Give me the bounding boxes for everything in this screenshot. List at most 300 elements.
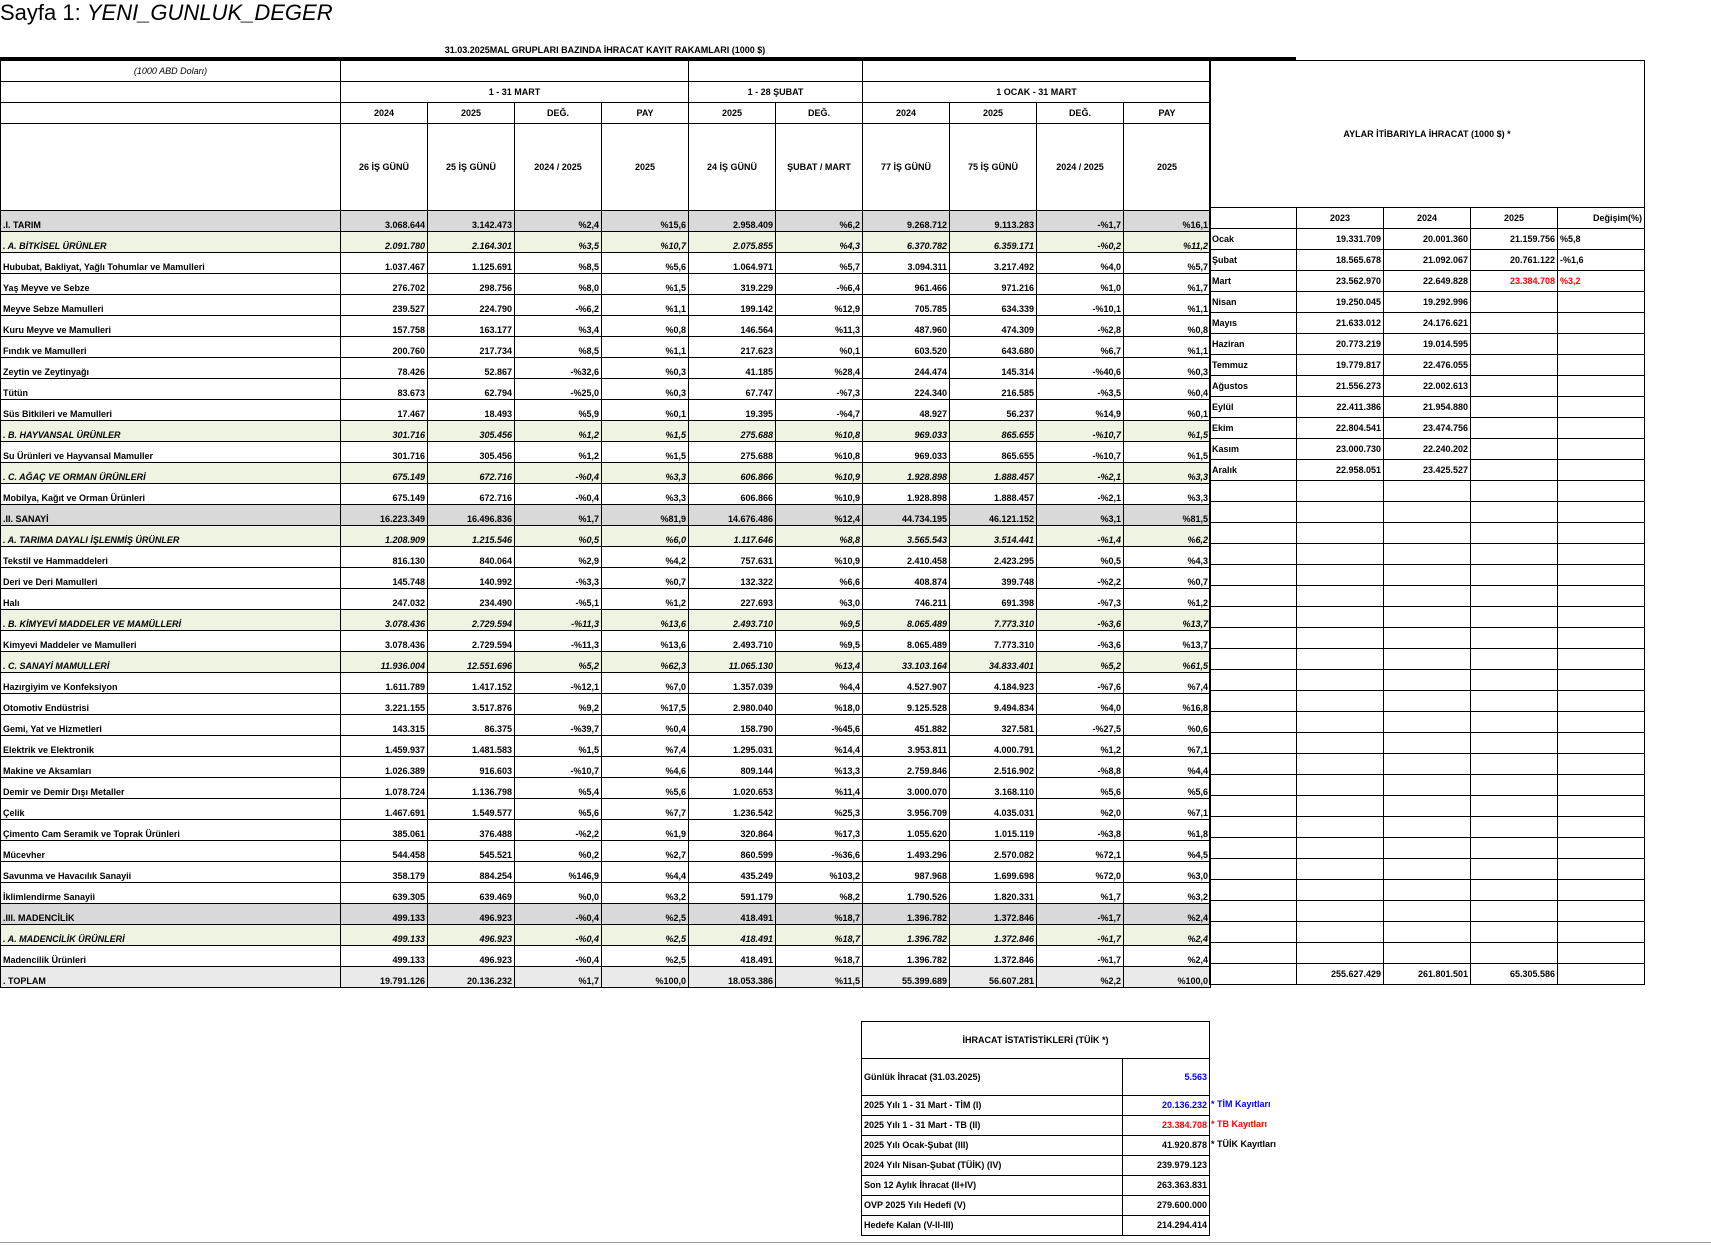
empty-cell: [1471, 607, 1558, 628]
change-value: [1558, 397, 1645, 418]
row-value: %17,3: [776, 820, 863, 841]
row-value: 1.372.846: [950, 946, 1037, 967]
row-value: %2,5: [602, 925, 689, 946]
table-row: [1, 694, 1211, 715]
row-value: -%10,7: [1037, 421, 1124, 442]
empty-cell: [1384, 733, 1471, 754]
table-row: [1, 442, 1211, 463]
period-header: 1 OCAK - 31 MART: [863, 82, 1211, 103]
month-label: Temmuz: [1210, 355, 1297, 376]
monthly-row: [1210, 964, 1645, 985]
export-value: 22.958.051: [1297, 460, 1384, 481]
export-value: 19.779.817: [1297, 355, 1384, 376]
row-value: %5,6: [602, 253, 689, 274]
change-value: [1558, 292, 1645, 313]
row-value: 435.249: [689, 862, 776, 883]
row-value: %1,7: [1037, 883, 1124, 904]
row-value: 3.000.070: [863, 778, 950, 799]
monthly-row: [1210, 691, 1645, 712]
period-header: 1 - 31 MART: [341, 82, 689, 103]
empty-cell: [1558, 838, 1645, 859]
row-value: 3.217.492: [950, 253, 1037, 274]
column-subheader: 2025: [602, 124, 689, 211]
row-value: -%0,2: [1037, 232, 1124, 253]
row-value: -%25,0: [515, 379, 602, 400]
monthly-row: [1210, 376, 1645, 397]
year-header: 2024: [1384, 208, 1471, 229]
empty-cell: [1384, 523, 1471, 544]
month-label: Kasım: [1210, 439, 1297, 460]
monthly-row: [1210, 397, 1645, 418]
row-value: %0,8: [1124, 316, 1211, 337]
export-statistics-table: [861, 1021, 1210, 1236]
empty-cell: [1384, 502, 1471, 523]
column-subheader: 2024 / 2025: [515, 124, 602, 211]
row-value: 496.923: [428, 925, 515, 946]
row-value: %0,7: [602, 568, 689, 589]
row-value: %10,9: [776, 463, 863, 484]
empty-cell: [1558, 733, 1645, 754]
row-value: 399.748: [950, 568, 1037, 589]
row-value: -%1,7: [1037, 904, 1124, 925]
row-value: %10,8: [776, 421, 863, 442]
row-value: %5,6: [602, 778, 689, 799]
row-value: 2.091.780: [341, 232, 428, 253]
row-value: 916.603: [428, 757, 515, 778]
row-value: %2,4: [515, 211, 602, 232]
row-value: %0,3: [602, 358, 689, 379]
row-value: 163.177: [428, 316, 515, 337]
monthly-row: [1210, 565, 1645, 586]
row-value: %1,2: [1124, 589, 1211, 610]
row-value: %0,5: [515, 526, 602, 547]
monthly-row: [1210, 586, 1645, 607]
empty-cell: [1297, 712, 1384, 733]
row-value: 961.466: [863, 274, 950, 295]
column-subheader: 24 İŞ GÜNÜ: [689, 124, 776, 211]
row-value: %13,7: [1124, 631, 1211, 652]
stats-label: 2025 Yılı 1 - 31 Mart - TB (II): [862, 1116, 1123, 1136]
export-value: 23.474.756: [1384, 418, 1471, 439]
column-header: PAY: [602, 103, 689, 124]
row-value: 1.215.546: [428, 526, 515, 547]
row-value: %5,2: [515, 652, 602, 673]
row-value: -%10,7: [515, 757, 602, 778]
empty-cell: [1471, 733, 1558, 754]
row-value: 1.015.119: [950, 820, 1037, 841]
row-value: %13,6: [602, 610, 689, 631]
monthly-row: [1210, 754, 1645, 775]
monthly-row: [1210, 649, 1645, 670]
empty-cell: [1471, 649, 1558, 670]
export-value: 20.761.122: [1471, 250, 1558, 271]
table-row: [1, 820, 1211, 841]
row-value: %1,5: [1124, 442, 1211, 463]
row-value: 606.866: [689, 484, 776, 505]
change-value: [1558, 334, 1645, 355]
row-value: %28,4: [776, 358, 863, 379]
row-value: %10,8: [776, 442, 863, 463]
export-value: 22.411.386: [1297, 397, 1384, 418]
row-label: Tekstil ve Hammaddeleri: [1, 547, 341, 568]
monthly-row: [1210, 733, 1645, 754]
table-row: [1, 316, 1211, 337]
row-value: 1.125.691: [428, 253, 515, 274]
empty-cell: [1210, 817, 1297, 838]
row-value: %1,9: [602, 820, 689, 841]
row-value: 3.094.311: [863, 253, 950, 274]
empty-cell: [1471, 901, 1558, 922]
row-value: %5,2: [1037, 652, 1124, 673]
row-value: %5,6: [1037, 778, 1124, 799]
row-value: %4,0: [1037, 694, 1124, 715]
row-value: 17.467: [341, 400, 428, 421]
empty-cell: [1558, 586, 1645, 607]
row-value: 16.223.349: [341, 505, 428, 526]
row-value: 275.688: [689, 442, 776, 463]
source-note: * TİM Kayıtları: [1211, 1099, 1271, 1109]
row-value: %81,9: [602, 505, 689, 526]
row-value: 305.456: [428, 442, 515, 463]
export-value: 21.159.756: [1471, 229, 1558, 250]
empty-cell: [1384, 565, 1471, 586]
row-value: %3,3: [602, 463, 689, 484]
stats-title: İHRACAT İSTATİSTİKLERİ (TÜİK *): [862, 1022, 1210, 1059]
export-value: 22.240.202: [1384, 439, 1471, 460]
row-value: %0,1: [1124, 400, 1211, 421]
column-subheader: ŞUBAT / MART: [776, 124, 863, 211]
row-value: 3.956.709: [863, 799, 950, 820]
row-value: %25,3: [776, 799, 863, 820]
row-value: %11,4: [776, 778, 863, 799]
row-value: -%27,5: [1037, 715, 1124, 736]
empty-cell: [1471, 670, 1558, 691]
row-value: 3.514.441: [950, 526, 1037, 547]
empty-cell: [1558, 691, 1645, 712]
row-label: Hububat, Bakliyat, Yağlı Tohumlar ve Mamulleri: [1, 253, 341, 274]
row-value: 2.729.594: [428, 610, 515, 631]
row-value: %1,5: [602, 442, 689, 463]
empty-cell: [1558, 775, 1645, 796]
monthly-row: [1210, 817, 1645, 838]
row-value: 216.585: [950, 379, 1037, 400]
row-value: %18,0: [776, 694, 863, 715]
annual-total: 261.801.501: [1384, 964, 1471, 985]
empty-cell: [1558, 712, 1645, 733]
empty-cell: [1471, 859, 1558, 880]
row-value: %81,5: [1124, 505, 1211, 526]
empty-cell: [1471, 481, 1558, 502]
row-value: %7,4: [602, 736, 689, 757]
empty-cell: [1558, 523, 1645, 544]
row-value: 227.693: [689, 589, 776, 610]
row-value: %1,1: [602, 337, 689, 358]
table-row: [1, 673, 1211, 694]
stats-row: [862, 1216, 1210, 1236]
stats-title-row: [862, 1022, 1210, 1059]
row-value: %9,2: [515, 694, 602, 715]
export-value: [1471, 334, 1558, 355]
table-row: [1, 841, 1211, 862]
empty-cell: [1297, 481, 1384, 502]
row-value: 675.149: [341, 463, 428, 484]
row-value: 634.339: [950, 295, 1037, 316]
empty-cell: [1384, 544, 1471, 565]
stats-label: Hedefe Kalan (V-II-III): [862, 1216, 1123, 1236]
row-value: 1.396.782: [863, 925, 950, 946]
row-value: -%36,6: [776, 841, 863, 862]
table-row: [1, 253, 1211, 274]
column-subheader: 75 İŞ GÜNÜ: [950, 124, 1037, 211]
empty-cell: [1558, 796, 1645, 817]
row-value: 2.759.846: [863, 757, 950, 778]
empty-cell: [1471, 628, 1558, 649]
change-value: [1558, 376, 1645, 397]
empty-cell: [1210, 649, 1297, 670]
row-value: %2,4: [1124, 904, 1211, 925]
row-value: 603.520: [863, 337, 950, 358]
row-value: 358.179: [341, 862, 428, 883]
row-label: Hazırgiyim ve Konfeksiyon: [1, 673, 341, 694]
row-value: -%11,3: [515, 631, 602, 652]
row-value: %7,7: [602, 799, 689, 820]
table-row: [1, 778, 1211, 799]
monthly-row: [1210, 418, 1645, 439]
empty-cell: [1384, 901, 1471, 922]
row-value: 224.340: [863, 379, 950, 400]
column-subheader: 25 İŞ GÜNÜ: [428, 124, 515, 211]
row-value: %4,5: [1124, 841, 1211, 862]
row-value: %2,9: [515, 547, 602, 568]
row-label: . B. KİMYEVİ MADDELER VE MAMÜLLERİ: [1, 610, 341, 631]
row-value: -%0,4: [515, 463, 602, 484]
row-value: %5,7: [1124, 253, 1211, 274]
row-value: %1,1: [602, 295, 689, 316]
row-value: %2,4: [1124, 925, 1211, 946]
column-header: 2024: [341, 103, 428, 124]
row-value: %14,4: [776, 736, 863, 757]
row-value: %0,0: [515, 883, 602, 904]
row-label: Zeytin ve Zeytinyağı: [1, 358, 341, 379]
row-value: 48.927: [863, 400, 950, 421]
row-value: 8.065.489: [863, 631, 950, 652]
row-value: %2,5: [602, 946, 689, 967]
stats-row: [862, 1136, 1210, 1156]
row-value: 746.211: [863, 589, 950, 610]
row-value: %3,3: [1124, 484, 1211, 505]
table-row: [1, 379, 1211, 400]
row-value: 1.928.898: [863, 463, 950, 484]
row-value: 1.396.782: [863, 946, 950, 967]
row-value: 275.688: [689, 421, 776, 442]
export-value: 20.001.360: [1384, 229, 1471, 250]
empty-cell: [1297, 859, 1384, 880]
row-value: 14.676.486: [689, 505, 776, 526]
row-value: 7.773.310: [950, 610, 1037, 631]
row-value: 239.527: [341, 295, 428, 316]
row-value: %0,3: [1124, 358, 1211, 379]
row-value: 418.491: [689, 925, 776, 946]
row-value: %0,1: [776, 337, 863, 358]
row-value: 146.564: [689, 316, 776, 337]
table-row: [1, 715, 1211, 736]
export-value: 21.092.067: [1384, 250, 1471, 271]
row-value: %0,8: [602, 316, 689, 337]
empty-cell: [1210, 607, 1297, 628]
annual-total: 255.627.429: [1297, 964, 1384, 985]
row-value: 1.236.542: [689, 799, 776, 820]
empty-cell: [1384, 880, 1471, 901]
monthly-row: [1210, 292, 1645, 313]
export-value: [1471, 376, 1558, 397]
row-label: Madencilik Ürünleri: [1, 946, 341, 967]
row-value: 606.866: [689, 463, 776, 484]
row-label: . A. TARIMA DAYALI İŞLENMİŞ ÜRÜNLER: [1, 526, 341, 547]
row-label: Savunma ve Havacılık Sanayii: [1, 862, 341, 883]
unit-label: (1000 ABD Doları): [1, 61, 341, 82]
export-value: 21.556.273: [1297, 376, 1384, 397]
row-value: 319.229: [689, 274, 776, 295]
row-value: -%3,5: [1037, 379, 1124, 400]
page-title: [0, 0, 333, 26]
row-value: 2.570.082: [950, 841, 1037, 862]
row-value: 840.064: [428, 547, 515, 568]
empty-cell: [1384, 754, 1471, 775]
export-value: [1471, 355, 1558, 376]
empty-cell: [1297, 649, 1384, 670]
column-header: 2024: [863, 103, 950, 124]
change-value: [1558, 418, 1645, 439]
row-value: 1.208.909: [341, 526, 428, 547]
row-value: %7,4: [1124, 673, 1211, 694]
row-value: %3,3: [602, 484, 689, 505]
row-value: 145.314: [950, 358, 1037, 379]
monthly-row: [1210, 334, 1645, 355]
monthly-header-row: [1210, 208, 1645, 229]
change-value: [1558, 313, 1645, 334]
empty-cell: [1471, 838, 1558, 859]
empty-cell: [1297, 628, 1384, 649]
empty-cell: [1471, 796, 1558, 817]
empty-cell: [1297, 586, 1384, 607]
row-value: 675.149: [341, 484, 428, 505]
table-row: [1, 274, 1211, 295]
row-value: 3.168.110: [950, 778, 1037, 799]
stats-value: 214.294.414: [1123, 1216, 1210, 1236]
row-value: 971.216: [950, 274, 1037, 295]
table-row: [1, 631, 1211, 652]
row-value: %1,7: [515, 505, 602, 526]
row-value: -%1,7: [1037, 946, 1124, 967]
row-label: Otomotiv Endüstrisi: [1, 694, 341, 715]
empty-cell: [1558, 754, 1645, 775]
row-value: 3.517.876: [428, 694, 515, 715]
row-value: %100,0: [602, 967, 689, 988]
export-value: 22.649.828: [1384, 271, 1471, 292]
export-value: 23.000.730: [1297, 439, 1384, 460]
export-value: [1471, 292, 1558, 313]
empty-cell: [1558, 565, 1645, 586]
empty-cell: [1297, 733, 1384, 754]
row-value: 3.142.473: [428, 211, 515, 232]
row-value: 385.061: [341, 820, 428, 841]
row-value: %6,2: [1124, 526, 1211, 547]
export-value: 22.476.055: [1384, 355, 1471, 376]
stats-value: 279.600.000: [1123, 1196, 1210, 1216]
row-value: 3.221.155: [341, 694, 428, 715]
monthly-row: [1210, 355, 1645, 376]
row-value: -%4,7: [776, 400, 863, 421]
stats-label: 2025 Yılı Ocak-Şubat (III): [862, 1136, 1123, 1156]
column-subheader: 2024 / 2025: [1037, 124, 1124, 211]
row-value: 2.075.855: [689, 232, 776, 253]
row-label: . TOPLAM: [1, 967, 341, 988]
row-label: Gemi, Yat ve Hizmetleri: [1, 715, 341, 736]
row-value: 16.496.836: [428, 505, 515, 526]
row-value: 376.488: [428, 820, 515, 841]
row-label: Kimyevi Maddeler ve Mamulleri: [1, 631, 341, 652]
row-value: 418.491: [689, 946, 776, 967]
empty-cell: [1210, 691, 1297, 712]
empty-cell: [1210, 754, 1297, 775]
row-value: %1,2: [1037, 736, 1124, 757]
row-value: 3.078.436: [341, 610, 428, 631]
monthly-row: [1210, 460, 1645, 481]
empty-cell: [1384, 670, 1471, 691]
row-value: -%2,2: [515, 820, 602, 841]
row-value: 9.113.283: [950, 211, 1037, 232]
empty-cell: [1297, 943, 1384, 964]
row-value: %12,9: [776, 295, 863, 316]
empty-cell: [1384, 838, 1471, 859]
empty-cell: [1297, 775, 1384, 796]
empty-cell: [1558, 901, 1645, 922]
row-value: %4,4: [602, 862, 689, 883]
export-value: [1471, 418, 1558, 439]
row-value: 691.398: [950, 589, 1037, 610]
export-value: 19.292.996: [1384, 292, 1471, 313]
row-value: 860.599: [689, 841, 776, 862]
row-value: %72,1: [1037, 841, 1124, 862]
row-value: 301.716: [341, 442, 428, 463]
empty-cell: [1558, 880, 1645, 901]
row-value: %61,5: [1124, 652, 1211, 673]
empty-cell: [1471, 922, 1558, 943]
row-value: 1.037.467: [341, 253, 428, 274]
row-value: %13,6: [602, 631, 689, 652]
row-value: %0,1: [602, 400, 689, 421]
row-value: %4,6: [602, 757, 689, 778]
annual-total: 65.305.586: [1471, 964, 1558, 985]
report-title: 31.03.2025MAL GRUPLARI BAZINDA İHRACAT KAYIT RAKAMLARI (1000 $): [444, 45, 766, 55]
table-row: [1, 736, 1211, 757]
row-value: %8,0: [515, 274, 602, 295]
row-value: %12,4: [776, 505, 863, 526]
row-value: %11,3: [776, 316, 863, 337]
row-value: %1,1: [1124, 337, 1211, 358]
row-value: 4.184.923: [950, 673, 1037, 694]
row-label: . A. BİTKİSEL ÜRÜNLER: [1, 232, 341, 253]
monthly-row: [1210, 271, 1645, 292]
subsection-row: [1, 463, 1211, 484]
monthly-row: [1210, 523, 1645, 544]
row-value: 6.370.782: [863, 232, 950, 253]
row-value: 2.493.710: [689, 610, 776, 631]
row-value: 2.410.458: [863, 547, 950, 568]
row-value: %7,1: [1124, 736, 1211, 757]
row-label: Çimento Cam Seramik ve Toprak Ürünleri: [1, 820, 341, 841]
monthly-row: [1210, 628, 1645, 649]
